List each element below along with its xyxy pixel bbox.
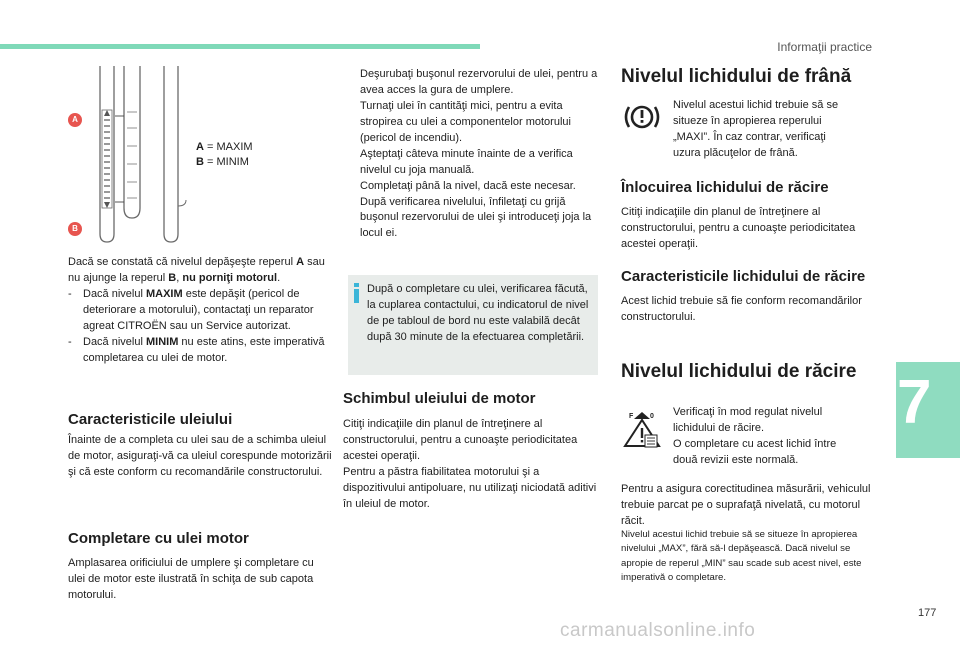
figure-legend: A = MAXIM B = MINIM xyxy=(196,141,253,169)
marker-b: B xyxy=(68,222,82,236)
oil-characteristics-text: Înainte de a completa cu ulei sau de a schimba uleiul de motor, asiguraţi-vă ca uleiul corespunde motorizării şi că este conform cu recomandările constructorului. xyxy=(68,434,332,478)
oil-fill-text: Amplasarea orificiului de umplere şi completare cu ulei de motor este ilustrată în schiţa de sub capota motorului. xyxy=(68,557,314,601)
info-icon xyxy=(354,283,360,303)
oil-change-text: Citiţi indicaţiile din planul de întreţinere al constructorului, pentru a cunoaşte periodicitatea acestei operaţii. Pentru a păstra fiabilitatea motorului şi a dispozitivului antipoluare, nu utilizaţi niciodată aditivi în uleiul de motor. xyxy=(343,418,597,510)
heading-oil-change: Schimbul uleiului de motor xyxy=(343,390,536,407)
brake-warning-icon xyxy=(623,103,661,131)
coolant-replace-text: Citiţi indicaţiile din planul de întreţinere al constructorului, pentru a cunoaşte periodicitatea acestei operaţii. xyxy=(621,206,856,250)
section-title: Informaţii practice xyxy=(777,40,872,54)
svg-text:0: 0 xyxy=(650,413,654,420)
dipstick-illustration xyxy=(80,66,195,246)
svg-text:F: F xyxy=(629,413,634,420)
coolant-warning-icon xyxy=(621,410,663,450)
marker-a: A xyxy=(68,113,82,127)
header-accent-bar xyxy=(0,44,480,49)
watermark: carmanualsonline.info xyxy=(560,620,756,641)
heading-oil-characteristics: Caracteristicile uleiului xyxy=(68,411,233,428)
list-item: - Dacă nivelul MINIM nu este atins, este imperativă completarea cu ulei de motor. xyxy=(68,335,325,364)
level-warning-paragraph: Dacă se constată că nivelul depăşeşte reperul A sau nu ajunge la reperul B, nu porniţi motorul. - Dacă nivelul MAXIM este depăşit (pericol de deteriorare a motorului), contactaţi un reparator agreat CITROËN sau un Service autorizat. - Dacă nivelul MINIM nu este atins, este imperativă completarea cu ulei de motor. xyxy=(68,255,328,367)
heading-coolant-characteristics: Caracteristicile lichidului de răcire xyxy=(621,268,866,285)
info-text: După o completare cu ulei, verificarea făcută, la cuplarea contactului, cu indicatorul de nivel de pe tabloul de bord nu este valabilă decât după 30 minute de la efectuarea completării. xyxy=(367,283,589,343)
heading-brake-fluid: Nivelul lichidului de frână xyxy=(621,66,852,87)
heading-oil-fill: Completare cu ulei motor xyxy=(68,530,249,547)
heading-coolant-level: Nivelul lichidului de răcire xyxy=(621,361,857,382)
page-number: 177 xyxy=(918,607,937,619)
coolant-measure-text: Pentru a asigura corectitudinea măsurării, vehiculul trebuie parcat pe o suprafaţă nivelată, cu motorul răcit. xyxy=(621,483,871,527)
brake-fluid-text: Nivelul acestui lichid trebuie să se situeze în apropierea reperului „MAXI”. În caz contrar, verificaţi uzura plăcuţelor de frână. xyxy=(673,99,839,159)
coolant-level-text: Verificaţi în mod regulat nivelul lichidului de răcire. O completare cu acest lichid între două revizii este normală. xyxy=(673,406,837,466)
coolant-characteristics-text: Acest lichid trebuie să fie conform recomandărilor constructorului. xyxy=(621,295,862,323)
list-item: Deşurubaţi buşonul rezervorului de ulei, pentru a avea acces la gura de umplere. xyxy=(360,68,598,96)
chapter-number: 7 xyxy=(897,368,932,437)
list-item: Completaţi până la nivel, dacă este necesar. xyxy=(360,179,576,192)
heading-coolant-replace: Înlocuirea lichidului de răcire xyxy=(621,179,829,196)
list-item: După verificarea nivelului, înfiletaţi cu grijă buşonul rezervorului de ulei şi introduceţi joja la locul ei. xyxy=(360,195,592,240)
fill-steps-list xyxy=(348,67,606,242)
list-item: Aşteptaţi câteva minute înainte de a verifica nivelul cu joja manuală. xyxy=(360,147,573,176)
list-item: Turnaţi ulei în cantităţi mici, pentru a evita stropirea cu ulei a componentelor motorului (pericol de incendiu). xyxy=(360,99,571,144)
coolant-note: Nivelul acestui lichid trebuie să se situeze în apropierea nivelului „MAX”, fără să-l depăşească. Dacă nivelul se apropie de reperul „MIN” sau scade sub acest nivel, este imperativă o completare. xyxy=(621,529,862,584)
list-item: - Dacă nivelul MAXIM este depăşit (pericol de deteriorare a motorului), contactaţi un reparator agreat CITROËN sau un Service autorizat. xyxy=(68,287,314,332)
